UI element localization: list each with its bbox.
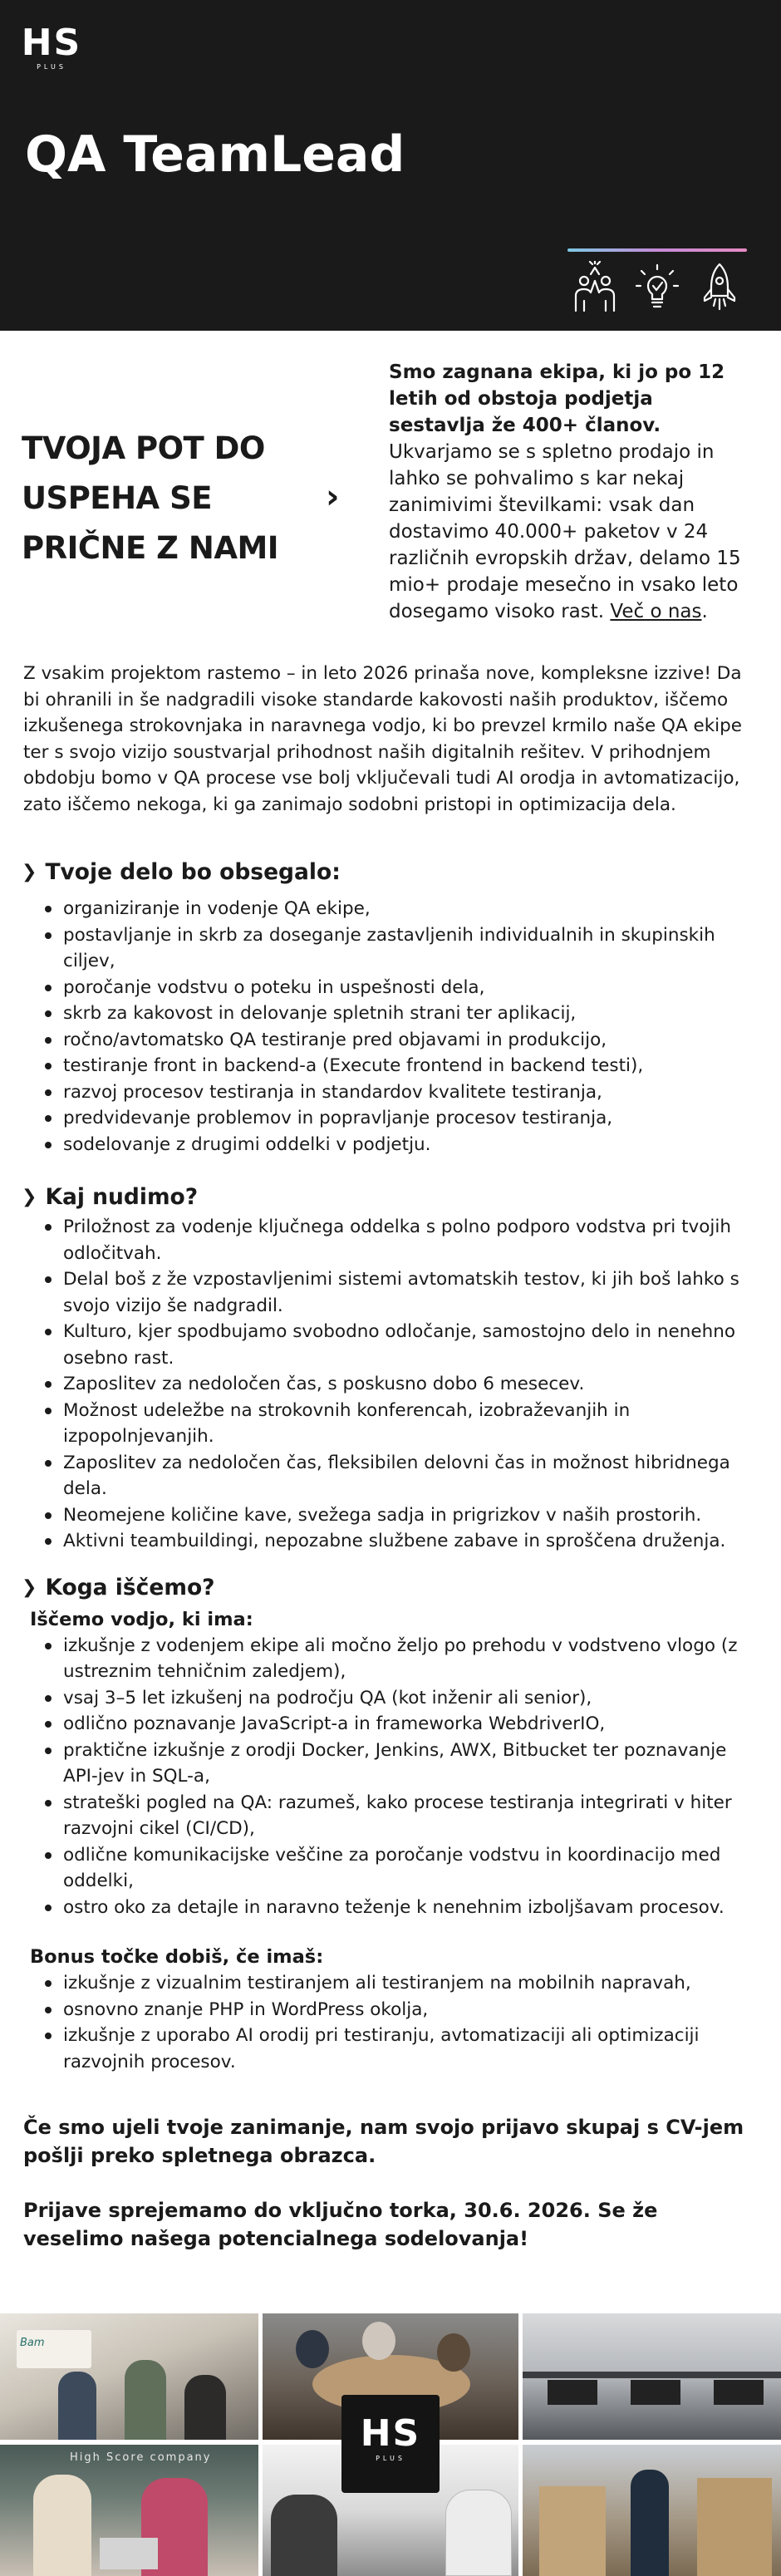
bonus-heading: Bonus točke dobiš, če imaš: (30, 1946, 324, 1968)
list-item: sodelovanje z drugimi oddelki v podjetju. (43, 1132, 764, 1158)
intro-text-regular: Ukvarjamo se s spletno prodajo in lahko se pohvalimo s kar nekaj zanimivimi številkami: vsak dan dostavimo 40.000+ paketov v 24 različnih evropskih držav, delamo 15 mio+ prodaje mesečno in vsako leto dosegamo visoko rast. (389, 441, 741, 622)
chevron-right-icon: ❯ (22, 1187, 37, 1207)
photo-open-office (523, 2313, 781, 2440)
search-heading-text: Koga iščemo? (45, 1574, 215, 1600)
about-us-link[interactable]: Več o nas (610, 601, 702, 622)
photo-warehouse (523, 2445, 781, 2576)
list-item: izkušnje z uporabo AI orodij pri testiranju, avtomatizaciji ali optimizaciji razvojnih procesov. (43, 2023, 764, 2075)
list-item: poročanje vodstvu o poteku in uspešnosti dela, (43, 975, 764, 1001)
list-item: odlične komunikacijske veščine za poročanje vodstvu in koordinacijo med oddelki, (43, 1842, 764, 1895)
list-item: izkušnje z vodenjem ekipe ali močno željo po prehodu v vodstveno vlogo (z ustreznim tehničnim zaledjem), (43, 1633, 764, 1685)
list-item: praktične izkušnje z orodji Docker, Jenkins, AWX, Bitbucket ter poznavanje API-jev in SQL-a, (43, 1738, 764, 1790)
hero-icons (567, 261, 747, 312)
rocket-icon (692, 261, 747, 312)
chevron-right-icon: ❯ (22, 1576, 37, 1598)
company-logo[interactable] (20, 22, 83, 71)
work-heading-text: Tvoje delo bo obsegalo: (45, 859, 341, 885)
collage-logo-mark: HS (360, 2412, 421, 2455)
list-item: organiziranje in vodenje QA ekipe, (43, 896, 764, 922)
list-item: vsaj 3–5 let izkušenj na področju QA (kot inženir ali senior), (43, 1685, 764, 1712)
deadline-text: Prijave sprejemamo do vključno torka, 30.6. 2026. Se že veselimo našega potencialnega sodelovanja! (23, 2199, 658, 2250)
about-paragraph: Z vsakim projektom rastemo – in leto 2026 prinaša nove, kompleksne izzive! Da bi ohranili in še nadgradili visoke standarde kakovosti naših produktov, iščemo izkušenega strokovnjaka in naravnega vodjo, ki bo prevzel krmilo naše QA ekipe ter s svojo vizijo soustvarjal prihodnost naših digitalnih rešitev. V prihodnjem obdobju bomo v QA procese vse bolj vključevali tudi AI orodja in avtomatizacijo, zato iščemo nekoga, ki ga zanimajo sodobni pristopi in optimizacija dela. (23, 663, 743, 815)
intro-text (389, 359, 753, 625)
requirements-list (43, 1633, 764, 1921)
offer-heading-text: Kaj nudimo? (45, 1184, 199, 1210)
intro-text-bold: Smo zagnana ekipa, ki jo po 12 letih od obstoja podjetja sestavlja že 400+ članov. (389, 361, 725, 436)
list-item: razvoj procesov testiranja in standardov kvalitete testiranja, (43, 1079, 764, 1106)
list-item: ostro oko za detajle in naravno teženje k nenehnim izboljšavam procesov. (43, 1895, 764, 1921)
list-item: Priložnost za vodenje ključnega oddelka s polno podporo vodstva pri tvojih odločitvah. (43, 1214, 764, 1266)
photo-team-office (0, 2313, 258, 2440)
list-item: odlično poznavanje JavaScript-a in frameworka WebdriverIO, (43, 1711, 764, 1738)
intro-heading: TVOJA POT DO USPEHA SE PRIČNE Z NAMI (22, 430, 279, 566)
job-title: QA TeamLead (25, 125, 405, 184)
offer-heading (22, 1182, 781, 1212)
photo-sign: Bam (20, 2337, 45, 2349)
collage-logo (341, 2395, 440, 2493)
list-item: izkušnje z vizualnim testiranjem ali testiranjem na mobilnih napravah, (43, 1970, 764, 1997)
list-item: osnovno znanje PHP in WordPress okolja, (43, 1997, 764, 2023)
collage-logo-sub: PLUS (376, 2455, 405, 2462)
team-high-five-icon (567, 261, 622, 312)
offer-list (43, 1214, 764, 1555)
list-item: strateški pogled na QA: razumeš, kako procese testiranja integrirati v hiter razvojni cikel (CI/CD), (43, 1790, 764, 1842)
hero-banner (0, 0, 781, 331)
list-item: skrb za kakovost in delovanje spletnih strani ter aplikacij, (43, 1000, 764, 1027)
list-item: predvidevanje problemov in popravljanje procesov testiranja, (43, 1105, 764, 1132)
lightbulb-icon (630, 261, 685, 312)
list-item: Zaposlitev za nedoločen čas, s poskusno dobo 6 mesecev. (43, 1371, 764, 1398)
list-item: Neomejene količine kave, svežega sadja in prigrizkov v naših prostorih. (43, 1502, 764, 1529)
list-item: Zaposlitev za nedoločen čas, fleksibilen delovni čas in možnost hibridnega dela. (43, 1450, 764, 1502)
intro-text-end: . (701, 601, 708, 622)
list-item: testiranje front in backend-a (Execute frontend in backend testi), (43, 1053, 764, 1079)
list-item: postavljanje in skrb za doseganje zastavljenih individualnih in skupinskih ciljev, (43, 922, 764, 975)
logo-mark: HS (21, 22, 82, 64)
list-item: Aktivni teambuildingi, nepozabne službene zabave in sproščena druženja. (43, 1528, 764, 1555)
logo-subtitle: PLUS (37, 63, 66, 71)
work-list (43, 896, 764, 1158)
chevron-right-icon: ❯ (22, 862, 37, 882)
bonus-list (43, 1970, 764, 2075)
photo-colleagues-laptop (0, 2445, 258, 2576)
photo-caption: High Score company (70, 2451, 212, 2464)
apply-text: Če smo ujeli tvoje zanimanje, nam svojo prijavo skupaj s CV-jem pošlji preko spletnega obrazca. (23, 2116, 744, 2167)
work-heading (22, 858, 781, 887)
list-item: ročno/avtomatsko QA testiranje pred objavami in produkcijo, (43, 1027, 764, 1054)
accent-line (567, 248, 747, 252)
list-item: Možnost udeležbe na strokovnih konferencah, izobraževanjih in izpopolnjevanjih. (43, 1398, 764, 1450)
list-item: Kulturo, kjer spodbujamo svobodno odločanje, samostojno delo in nenehno osebno rast. (43, 1319, 764, 1371)
list-item: Delal boš z že vzpostavljenimi sistemi avtomatskih testov, ki jih boš lahko s svojo vizijo še nadgradil. (43, 1266, 764, 1319)
search-heading (22, 1573, 781, 1603)
requirements-heading: Iščemo vodjo, ki ima: (30, 1608, 253, 1630)
chevron-right-icon: › (326, 478, 340, 516)
